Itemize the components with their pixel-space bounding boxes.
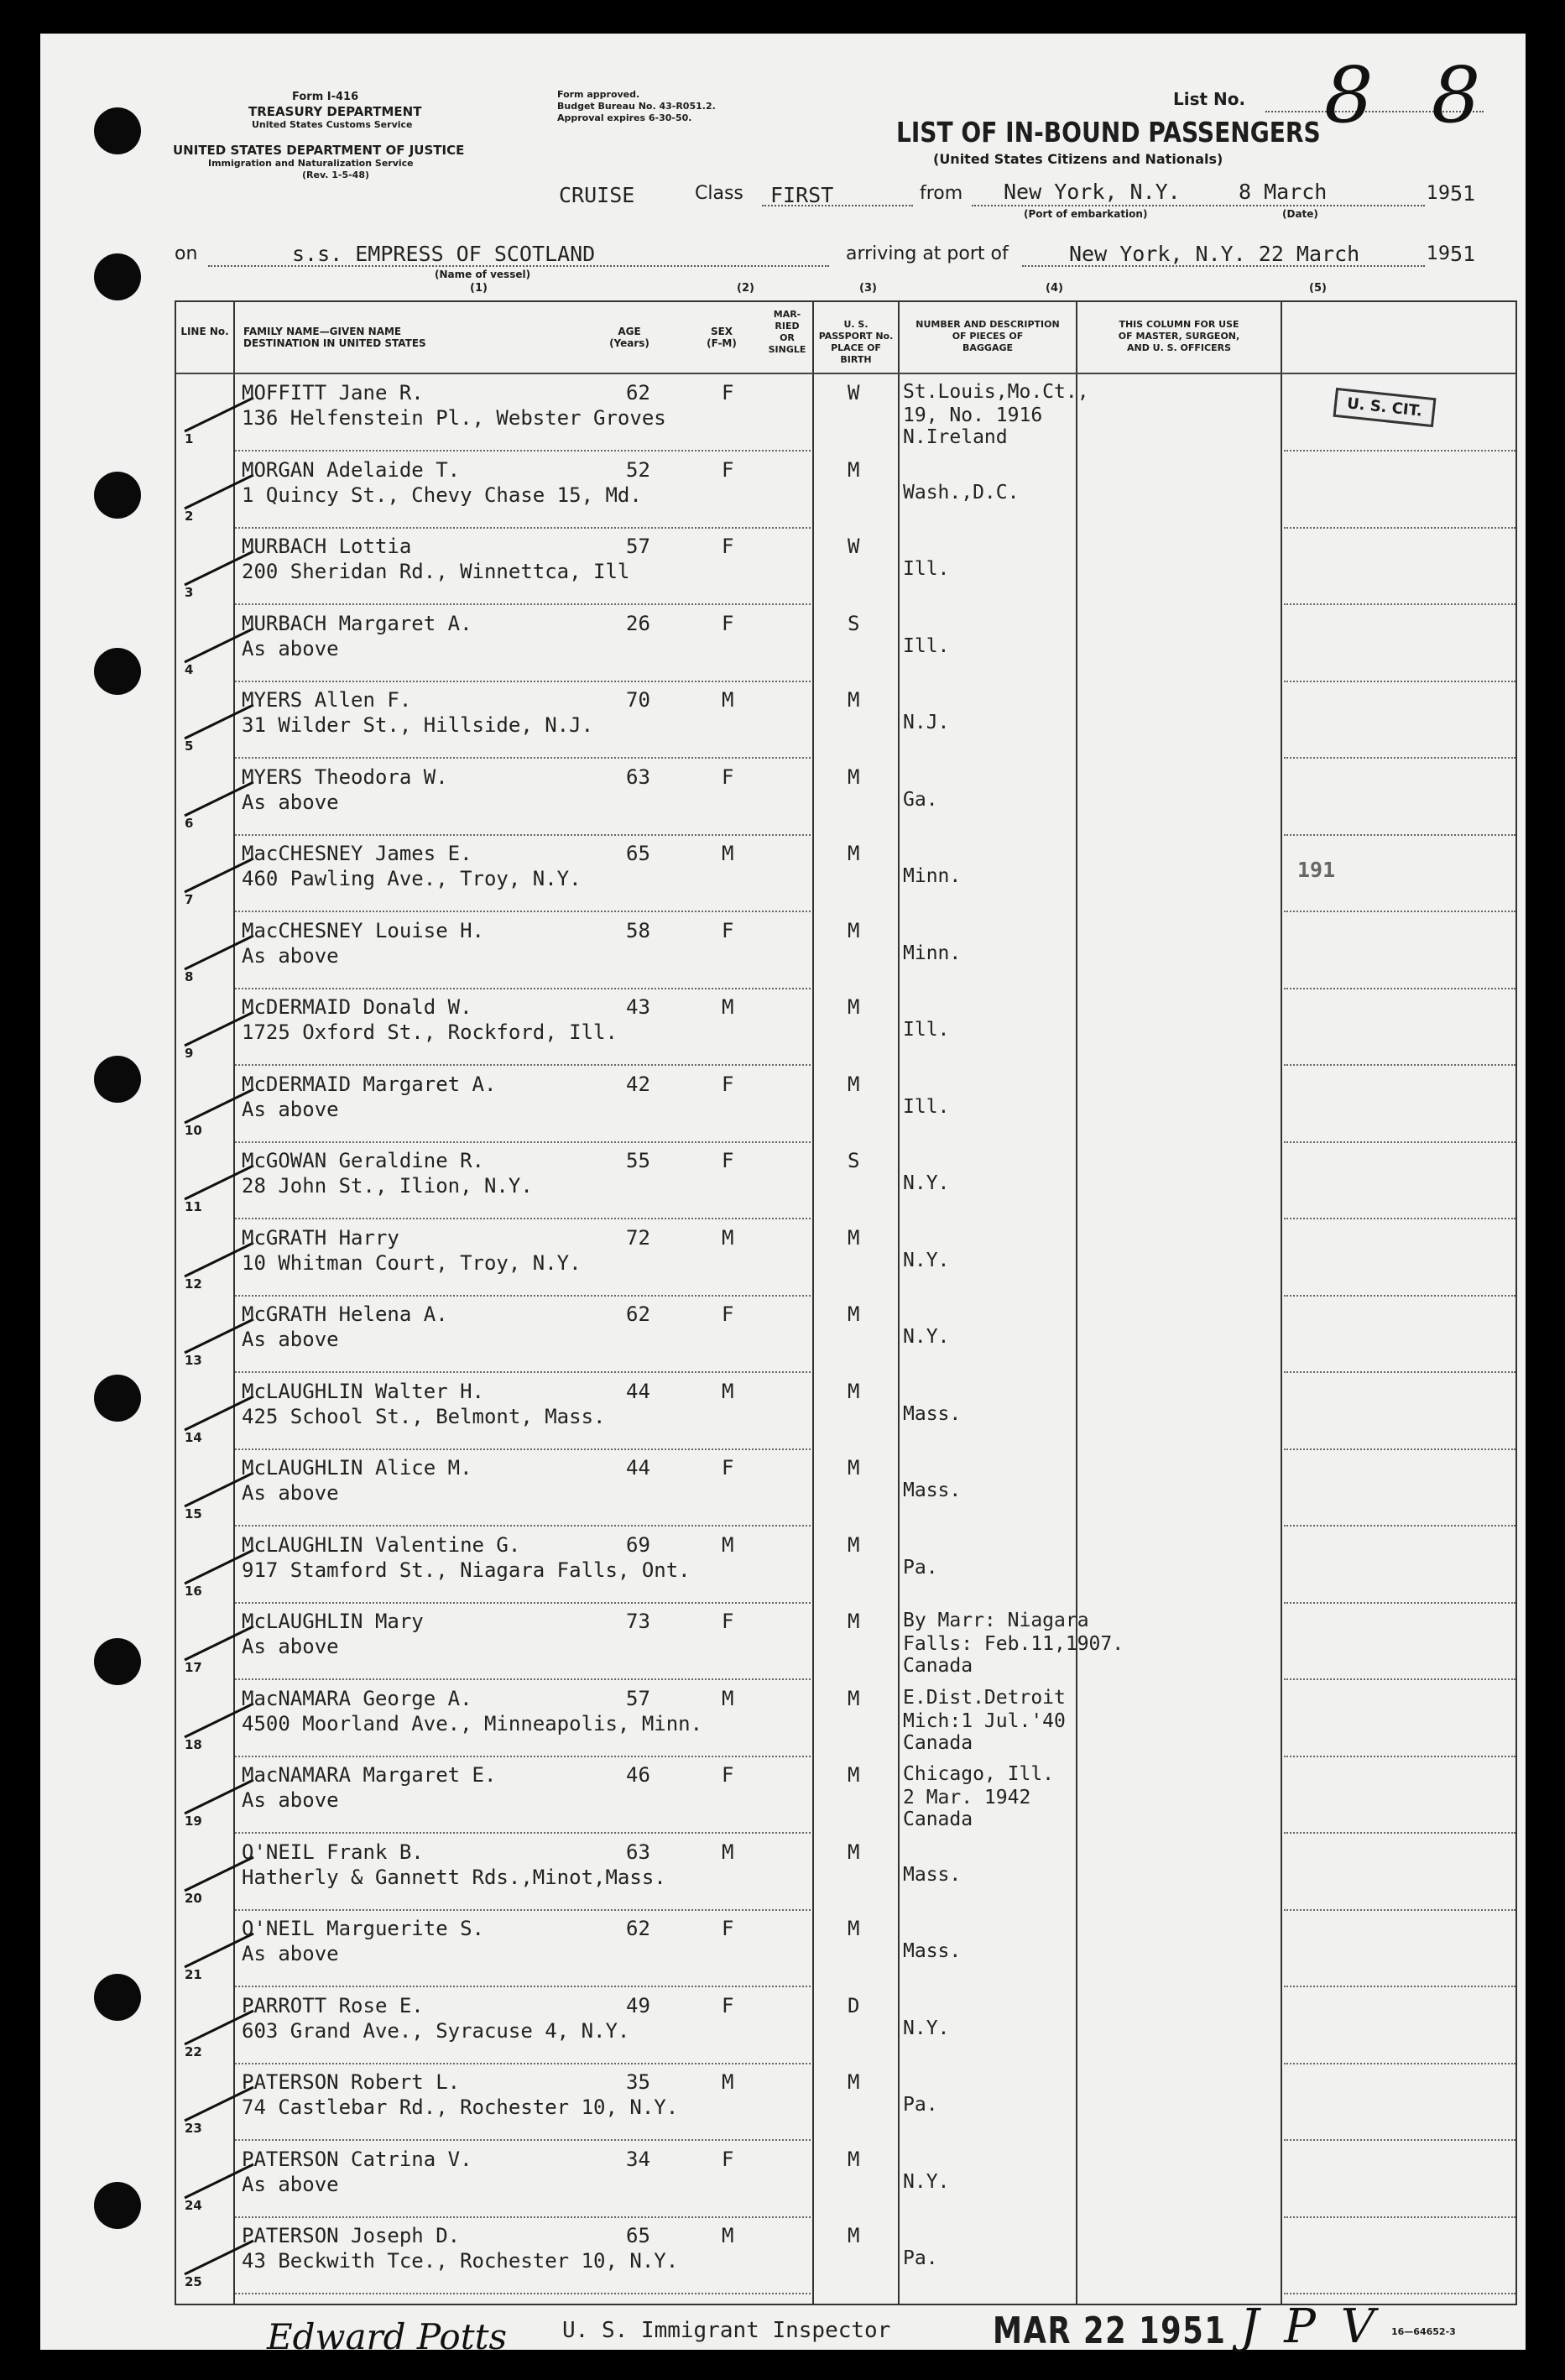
- marital-status: D: [848, 1993, 860, 2017]
- marital-status: M: [848, 2147, 860, 2171]
- passenger-sex: F: [722, 1917, 734, 1940]
- passenger-age: 42: [626, 1072, 650, 1096]
- table-row: [176, 1449, 1515, 1527]
- passenger-destination: 1 Quincy St., Chevy Chase 15, Md.: [242, 483, 642, 507]
- punch-hole: [94, 253, 141, 300]
- line-number: 3: [185, 585, 194, 600]
- table-row: [176, 1373, 1515, 1450]
- ins-service: Immigration and Naturalization Service: [208, 158, 414, 169]
- birth-line-2: Ill.: [903, 1095, 950, 1118]
- birth-line-2: Mich:1 Jul.'40: [903, 1709, 1066, 1732]
- col-head-baggage: NUMBER AND DESCRIPTION OF PIECES OF BAGGAGE: [916, 319, 1060, 353]
- marital-status: M: [848, 842, 860, 865]
- table-row: [176, 2064, 1515, 2141]
- birth-line-1: E.Dist.Detroit: [903, 1686, 1066, 1709]
- birth-line-2: Pa.: [903, 2094, 938, 2116]
- passenger-name: MURBACH Margaret A.: [242, 611, 472, 635]
- marital-status: W: [848, 381, 860, 404]
- passenger-age: 35: [626, 2070, 650, 2094]
- passenger-sex: M: [722, 1532, 734, 1557]
- marital-status: S: [848, 611, 860, 635]
- passenger-destination: As above: [242, 790, 339, 814]
- table-row: [176, 1756, 1515, 1834]
- line-number: 2: [185, 508, 194, 524]
- marital-status: M: [848, 1456, 860, 1480]
- passenger-sex: F: [722, 2147, 734, 2171]
- birth-line-2: N.Y.: [903, 1249, 950, 1271]
- form-code: 16—64652-3: [1391, 2326, 1456, 2337]
- passenger-sex: M: [722, 995, 734, 1019]
- passenger-destination: 28 John St., Ilion, N.Y.: [242, 1174, 533, 1198]
- marital-status: M: [848, 2070, 860, 2094]
- class-label: Class: [695, 183, 743, 204]
- passenger-destination: Hatherly & Gannett Rds.,Minot,Mass.: [242, 1865, 666, 1889]
- col-num-1: (1): [470, 282, 488, 295]
- birth-line-2: Ill.: [903, 558, 950, 580]
- punch-hole: [94, 1056, 141, 1103]
- table-row: [176, 759, 1515, 836]
- cruise-label: CRUISE: [559, 183, 635, 207]
- passenger-destination: As above: [242, 943, 339, 968]
- marital-status: M: [848, 1686, 860, 1710]
- birth-line-2: Mass.: [903, 1402, 962, 1425]
- table-row: [176, 605, 1515, 682]
- marital-status: M: [848, 1379, 860, 1403]
- birth-line-2: N.Y.: [903, 1326, 950, 1348]
- passenger-age: 46: [626, 1763, 650, 1787]
- col-head-sex: SEX (F-M): [707, 326, 737, 349]
- vessel-name: s.s. EMPRESS OF SCOTLAND: [292, 242, 596, 266]
- passenger-name: MacCHESNEY James E.: [242, 842, 472, 865]
- list-no-label: List No.: [1173, 89, 1246, 109]
- passenger-sex: M: [722, 2224, 734, 2247]
- line-number: 6: [185, 815, 194, 831]
- passenger-sex: M: [722, 688, 734, 712]
- table-row: [176, 1219, 1515, 1297]
- marital-status: M: [848, 457, 860, 482]
- marital-status: M: [848, 1610, 860, 1633]
- from-year-prefix: 19: [1427, 183, 1450, 204]
- passenger-name: McLAUGHLIN Walter H.: [242, 1379, 484, 1403]
- passenger-age: 49: [626, 1993, 650, 2017]
- punch-hole: [94, 2182, 141, 2229]
- table-row: [176, 1296, 1515, 1373]
- col-head-name: FAMILY NAME—GIVEN NAME DESTINATION IN UNITED STATES: [243, 326, 426, 349]
- passenger-name: MYERS Allen F.: [242, 688, 412, 712]
- passenger-name: MacNAMARA George A.: [242, 1686, 472, 1710]
- passenger-destination: 31 Wilder St., Hillside, N.J.: [242, 713, 594, 737]
- birth-line-2: N.Y.: [903, 2170, 950, 2193]
- inspector-title: U. S. Immigrant Inspector: [562, 2318, 891, 2343]
- marital-status: S: [848, 1149, 860, 1172]
- line-number: 25: [185, 2274, 202, 2289]
- line-number: 14: [185, 1429, 202, 1445]
- passenger-age: 44: [626, 1379, 650, 1403]
- passenger-age: 72: [626, 1225, 650, 1250]
- passenger-age: 62: [626, 1917, 650, 1940]
- punch-hole: [94, 648, 141, 695]
- inspector-initials: J P V: [1240, 2299, 1380, 2354]
- from-underline: [972, 205, 1425, 206]
- birth-line-2: Mass.: [903, 1940, 962, 1962]
- col-head-age: AGE (Years): [609, 326, 649, 349]
- passenger-age: 65: [626, 2224, 650, 2247]
- birth-line-2: Pa.: [903, 1556, 938, 1579]
- passenger-sex: F: [722, 1993, 734, 2017]
- marital-status: M: [848, 688, 860, 712]
- passenger-age: 70: [626, 688, 650, 712]
- table-row: [176, 1910, 1515, 1987]
- passenger-sex: F: [722, 535, 734, 558]
- passenger-sex: F: [722, 1072, 734, 1096]
- document-title: LIST OF IN-BOUND PASSENGERS: [896, 116, 1321, 149]
- marital-status: M: [848, 1917, 860, 1940]
- arrival-year-prefix: 19: [1427, 243, 1450, 264]
- marital-status: M: [848, 1763, 860, 1787]
- passenger-name: MURBACH Lottia: [242, 535, 412, 558]
- passenger-name: McGRATH Helena A.: [242, 1302, 448, 1326]
- birth-line-2: 19, No. 1916: [903, 404, 1043, 426]
- line-number: 10: [185, 1122, 202, 1138]
- passenger-sex: M: [722, 1686, 734, 1710]
- passenger-destination: As above: [242, 1788, 339, 1812]
- marital-status: M: [848, 2224, 860, 2247]
- passenger-destination: As above: [242, 1481, 339, 1505]
- passenger-age: 58: [626, 918, 650, 942]
- passenger-destination: 917 Stamford St., Niagara Falls, Ont.: [242, 1558, 691, 1582]
- inspector-signature: Edward Potts: [267, 2316, 508, 2357]
- passenger-name: McLAUGHLIN Mary: [242, 1610, 424, 1633]
- table-row: [176, 1527, 1515, 1604]
- table-row: [176, 1603, 1515, 1680]
- birth-line-3: Canada: [903, 1731, 973, 1754]
- passenger-sex: F: [722, 765, 734, 789]
- birth-line-2: N.J.: [903, 712, 950, 733]
- date-stamp: MAR 22 1951: [993, 2310, 1227, 2352]
- passenger-sex: F: [722, 381, 734, 404]
- passenger-name: McGRATH Harry: [242, 1225, 399, 1250]
- passenger-age: 43: [626, 995, 650, 1019]
- birth-line-1: St.Louis,Mo.Ct.,: [903, 381, 1089, 403]
- table-row: [176, 1987, 1515, 2064]
- marital-status: M: [848, 765, 860, 789]
- birth-line-2: Wash.,D.C.: [903, 481, 1020, 504]
- on-label: on: [175, 243, 198, 264]
- passenger-age: 69: [626, 1532, 650, 1557]
- punch-hole: [94, 1974, 141, 2021]
- passenger-destination: As above: [242, 636, 339, 660]
- table-row: [176, 912, 1515, 989]
- passenger-destination: As above: [242, 1942, 339, 1965]
- passenger-name: MacCHESNEY Louise H.: [242, 918, 484, 942]
- line-number: 5: [185, 739, 194, 754]
- passenger-age: 62: [626, 381, 650, 404]
- line-number: 23: [185, 2121, 202, 2136]
- passenger-sex: F: [722, 1149, 734, 1172]
- passenger-name: O'NEIL Marguerite S.: [242, 1917, 484, 1940]
- line-number: 8: [185, 968, 194, 984]
- passenger-destination: 460 Pawling Ave., Troy, N.Y.: [242, 867, 582, 890]
- passenger-age: 34: [626, 2147, 650, 2171]
- passenger-destination: 10 Whitman Court, Troy, N.Y.: [242, 1250, 582, 1275]
- approval-line-2: Budget Bureau No. 43-R051.2.: [557, 101, 716, 112]
- birth-line-3: N.Ireland: [903, 426, 1008, 448]
- col-head-line-no: LINE No.: [180, 326, 229, 337]
- birth-line-3: Canada: [903, 1655, 973, 1677]
- document-subtitle: (United States Citizens and Nationals): [933, 151, 1223, 167]
- table-row: [176, 2141, 1515, 2218]
- passenger-age: 63: [626, 1840, 650, 1864]
- from-value: New York, N.Y.: [1004, 180, 1181, 204]
- table-row: [176, 989, 1515, 1066]
- from-date: 8 March: [1239, 180, 1328, 204]
- passenger-destination: 74 Castlebar Rd., Rochester 10, N.Y.: [242, 2096, 679, 2119]
- passenger-destination: 136 Helfenstein Pl., Webster Groves: [242, 406, 666, 430]
- table-row: [176, 1142, 1515, 1219]
- page-mark: 191: [1297, 858, 1336, 882]
- date-caption: (Date): [1282, 208, 1318, 220]
- customs-service: United States Customs Service: [252, 119, 413, 130]
- birth-line-2: Mass.: [903, 1480, 962, 1501]
- birth-line-2: Falls: Feb.11,1907.: [903, 1633, 1124, 1655]
- passenger-sex: M: [722, 842, 734, 865]
- birth-line-2: Minn.: [903, 865, 962, 887]
- from-year: 51: [1450, 181, 1476, 206]
- revision: (Rev. 1-5-48): [302, 170, 370, 180]
- passenger-name: PATERSON Catrina V.: [242, 2147, 472, 2171]
- port-embark-caption: (Port of embarkation): [1024, 208, 1148, 220]
- table-row: [176, 2217, 1515, 2294]
- passenger-age: 26: [626, 611, 650, 635]
- table-row: [176, 681, 1515, 759]
- passenger-name: O'NEIL Frank B.: [242, 1840, 424, 1864]
- passenger-destination: 43 Beckwith Tce., Rochester 10, N.Y.: [242, 2249, 679, 2273]
- passenger-destination: 603 Grand Ave., Syracuse 4, N.Y.: [242, 2018, 630, 2043]
- passenger-destination: As above: [242, 1328, 339, 1351]
- passenger-name: MacNAMARA Margaret E.: [242, 1763, 497, 1787]
- line-number: 18: [185, 1736, 202, 1752]
- marital-status: M: [848, 1302, 860, 1326]
- treasury-dept: TREASURY DEPARTMENT: [248, 104, 422, 119]
- passenger-age: 57: [626, 535, 650, 558]
- passenger-age: 73: [626, 1610, 650, 1633]
- birth-line-2: Mass.: [903, 1863, 962, 1886]
- passenger-sex: F: [722, 1610, 734, 1633]
- table-row: [176, 451, 1515, 529]
- col-head-passport: U. S. PASSPORT No. PLACE OF BIRTH: [818, 319, 894, 365]
- passenger-sex: F: [722, 1763, 734, 1787]
- passenger-destination: As above: [242, 1635, 339, 1658]
- passenger-sex: M: [722, 1225, 734, 1250]
- col-num-2: (2): [737, 282, 754, 295]
- passenger-name: McDERMAID Margaret A.: [242, 1072, 497, 1096]
- arriving-label: arriving at port of: [846, 243, 1009, 264]
- passenger-destination: 1725 Oxford St., Rockford, Ill.: [242, 1020, 618, 1044]
- line-number: 4: [185, 661, 194, 677]
- birth-line-2: Ill.: [903, 1019, 950, 1041]
- passenger-destination: 200 Sheridan Rd., Winnettca, Ill: [242, 560, 630, 583]
- arrival-year: 51: [1450, 242, 1476, 266]
- line-number: 16: [185, 1583, 202, 1599]
- us-citizen-stamp: U. S. CIT.: [1333, 388, 1436, 427]
- birth-line-3: Canada: [903, 1808, 973, 1830]
- passenger-sex: F: [722, 918, 734, 942]
- line-number: 11: [185, 1199, 202, 1214]
- table-row: [176, 528, 1515, 605]
- marital-status: W: [848, 535, 860, 558]
- table-row: [176, 374, 1515, 451]
- line-number: 9: [185, 1046, 194, 1061]
- passenger-table: [175, 300, 1517, 2305]
- passenger-destination: 425 School St., Belmont, Mass.: [242, 1404, 606, 1428]
- birth-line-1: Chicago, Ill.: [903, 1763, 1055, 1785]
- passenger-name: McLAUGHLIN Valentine G.: [242, 1532, 521, 1557]
- form-number: Form I-416: [292, 91, 359, 103]
- birth-line-2: 2 Mar. 1942: [903, 1787, 1031, 1808]
- passenger-age: 63: [626, 765, 650, 789]
- passenger-name: McDERMAID Donald W.: [242, 995, 472, 1019]
- passenger-sex: F: [722, 1302, 734, 1326]
- marital-status: M: [848, 1225, 860, 1250]
- passenger-age: 55: [626, 1149, 650, 1172]
- birth-line-2: Minn.: [903, 942, 962, 964]
- col-head-officers: THIS COLUMN FOR USE OF MASTER, SURGEON, AND U. S. OFFICERS: [1118, 319, 1240, 353]
- vessel-caption: (Name of vessel): [435, 269, 531, 280]
- passenger-sex: M: [722, 1379, 734, 1403]
- marital-status: M: [848, 1072, 860, 1096]
- approval-line-1: Form approved.: [557, 89, 640, 100]
- list-no-value: 8 8: [1324, 50, 1498, 140]
- line-number: 1: [185, 431, 194, 446]
- from-label: from: [920, 183, 963, 204]
- passenger-age: 52: [626, 457, 650, 482]
- passenger-sex: M: [722, 2070, 734, 2094]
- passenger-name: PATERSON Robert L.: [242, 2070, 461, 2094]
- passenger-age: 57: [626, 1686, 650, 1710]
- birth-line-2: Ill.: [903, 634, 950, 657]
- birth-line-1: By Marr: Niagara: [903, 1610, 1089, 1631]
- col-num-3: (3): [859, 282, 877, 295]
- birth-line-2: N.Y.: [903, 1172, 950, 1194]
- passenger-name: MORGAN Adelaide T.: [242, 457, 461, 482]
- passenger-sex: F: [722, 457, 734, 482]
- punch-hole: [94, 472, 141, 519]
- birth-line-2: Pa.: [903, 2247, 938, 2269]
- passenger-name: MOFFITT Jane R.: [242, 381, 424, 404]
- justice-dept: UNITED STATES DEPARTMENT OF JUSTICE: [173, 143, 465, 158]
- arrival-value: New York, N.Y. 22 March: [1069, 242, 1360, 266]
- marital-status: M: [848, 918, 860, 942]
- passenger-name: MYERS Theodora W.: [242, 765, 448, 789]
- table-row: [176, 1834, 1515, 1911]
- passenger-destination: As above: [242, 2172, 339, 2196]
- passenger-name: McLAUGHLIN Alice M.: [242, 1456, 472, 1480]
- punch-hole: [94, 107, 141, 154]
- marital-status: M: [848, 995, 860, 1019]
- line-number: 15: [185, 1506, 202, 1521]
- punch-hole: [94, 1638, 141, 1685]
- manifest-sheet: [40, 34, 1526, 2357]
- passenger-name: McGOWAN Geraldine R.: [242, 1149, 484, 1172]
- line-number: 19: [185, 1814, 202, 1829]
- birth-line-2: Ga.: [903, 788, 938, 811]
- line-number: 21: [185, 1967, 202, 1982]
- col-head-married: MAR- RIED OR SINGLE: [768, 309, 806, 355]
- passenger-sex: F: [722, 611, 734, 635]
- class-value: FIRST: [770, 183, 834, 207]
- punch-hole: [94, 1375, 141, 1422]
- col-num-5: (5): [1309, 282, 1327, 295]
- line-number: 13: [185, 1353, 202, 1368]
- line-number: 22: [185, 2043, 202, 2059]
- passenger-sex: F: [722, 1456, 734, 1480]
- passenger-sex: M: [722, 1840, 734, 1864]
- passenger-age: 65: [626, 842, 650, 865]
- line-number: 20: [185, 1890, 202, 1906]
- line-number: 12: [185, 1276, 202, 1292]
- line-number: 17: [185, 1660, 202, 1675]
- col-num-4: (4): [1046, 282, 1063, 295]
- passenger-name: PARROTT Rose E.: [242, 1993, 424, 2017]
- passenger-age: 44: [626, 1456, 650, 1480]
- passenger-destination: 4500 Moorland Ave., Minneapolis, Minn.: [242, 1711, 703, 1735]
- passenger-destination: As above: [242, 1097, 339, 1121]
- birth-line-2: N.Y.: [903, 2017, 950, 2039]
- line-number: 24: [185, 2197, 202, 2213]
- approval-line-3: Approval expires 6-30-50.: [557, 112, 692, 123]
- table-row: [176, 1066, 1515, 1143]
- marital-status: M: [848, 1532, 860, 1557]
- table-row: [176, 1680, 1515, 1757]
- line-number: 7: [185, 892, 194, 907]
- passenger-age: 62: [626, 1302, 650, 1326]
- marital-status: M: [848, 1840, 860, 1864]
- passenger-name: PATERSON Joseph D.: [242, 2224, 461, 2247]
